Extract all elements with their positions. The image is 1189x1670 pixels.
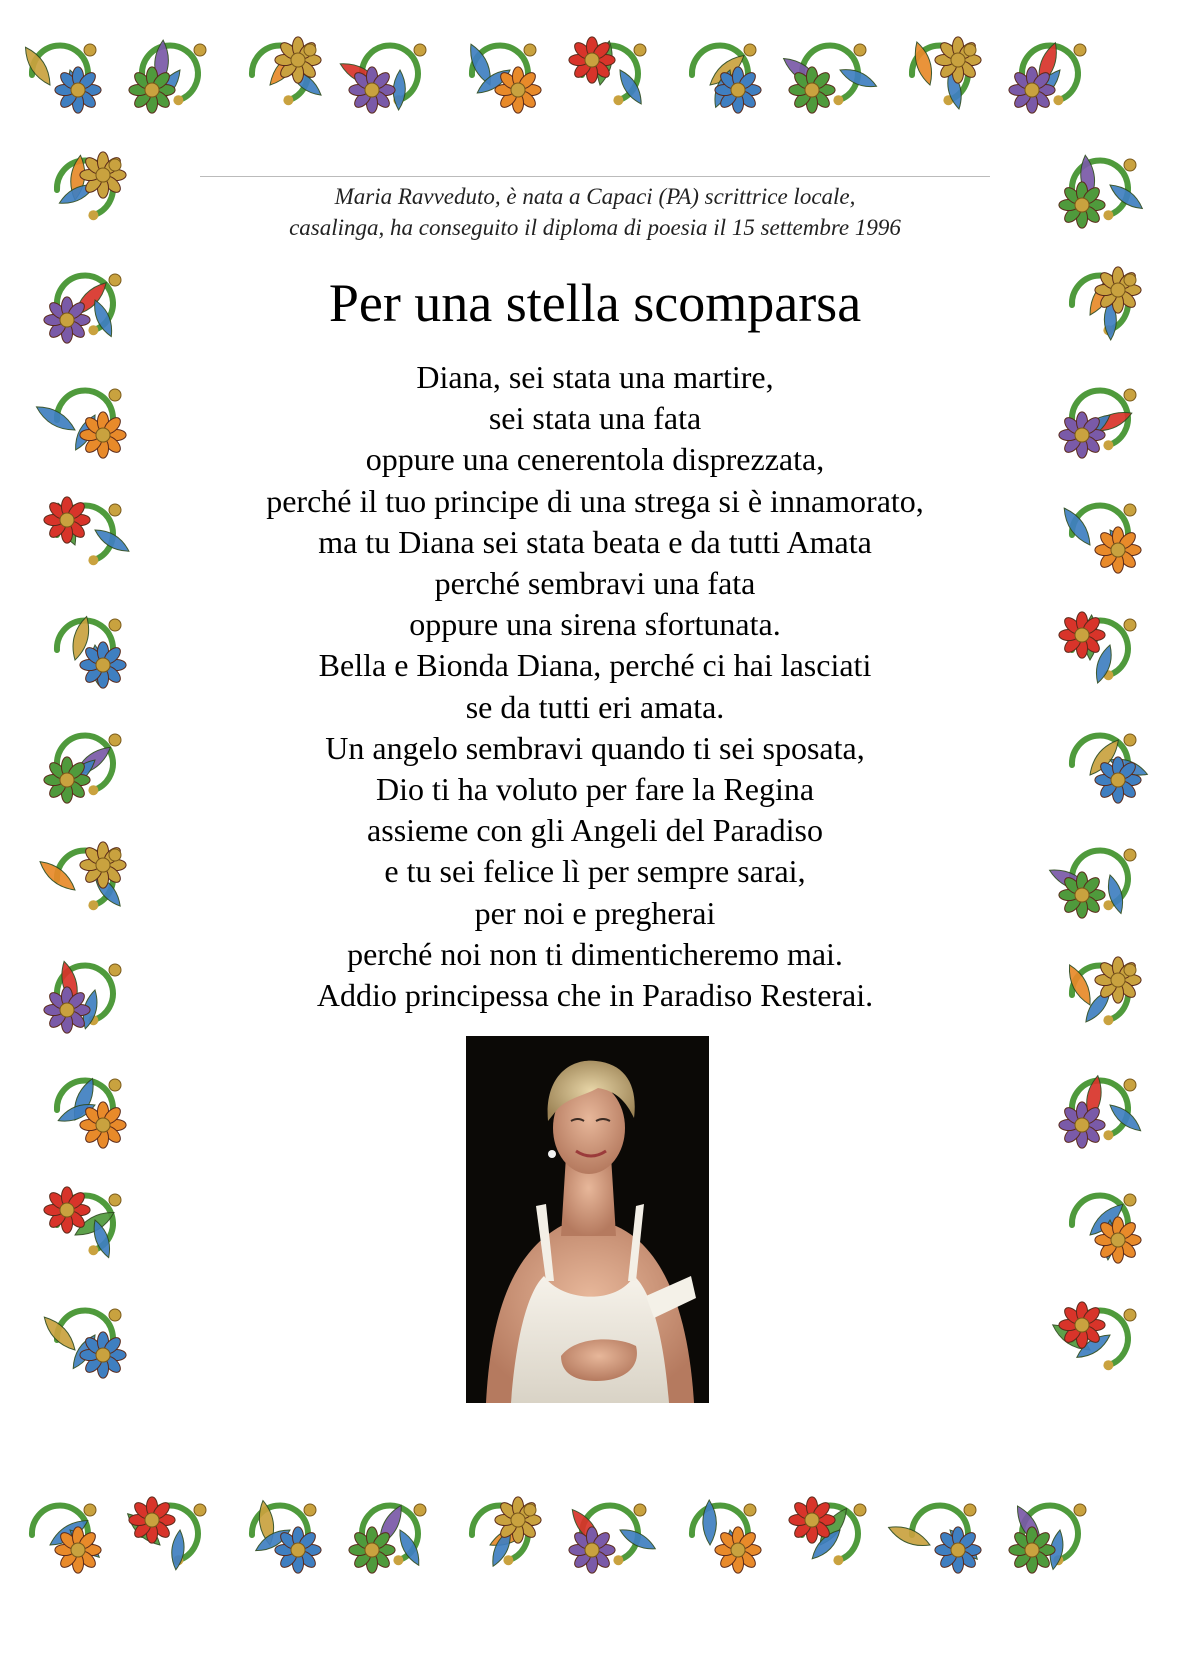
poem-line: Un angelo sembravi quando ti sei sposata, [325, 729, 865, 766]
poem-body [190, 357, 1000, 1016]
author-byline-line-2: casalinga, ha conseguito il diploma di poesia il 15 settembre 1996 [289, 215, 901, 240]
poem-line: assieme con gli Angeli del Paradiso [367, 812, 823, 849]
text-panel [190, 180, 1000, 1420]
author-byline-line-1: Maria Ravveduto, è nata a Capaci (PA) scrittrice locale, [334, 184, 856, 209]
portrait-photo [466, 1036, 709, 1403]
poem-line: perché sembravi una fata [434, 565, 756, 602]
poem-line: per noi e pregherai [474, 894, 716, 931]
poem-line: sei stata una fata [488, 400, 702, 437]
poem-line: perché il tuo principe di una strega si è innamorato, [266, 482, 924, 519]
poem-line: se da tutti eri amata. [465, 688, 725, 725]
poem-line: oppure una cenerentola disprezzata, [365, 441, 825, 478]
poem-line: perché noi non ti dimenticheremo mai. [347, 935, 843, 972]
poem-line: Dio ti ha voluto per fare la Regina [375, 771, 815, 808]
poem-line: Addio principessa che in Paradiso Resterai. [316, 977, 874, 1014]
poem-line: ma tu Diana sei stata beata e da tutti Amata [318, 523, 872, 560]
poem-line: e tu sei felice lì per sempre sarai, [384, 853, 806, 890]
poem-title: Per una stella scomparsa [328, 273, 862, 333]
poem-line: oppure una sirena sfortunata. [409, 606, 781, 643]
divider [200, 176, 990, 177]
poem-line: Bella e Bionda Diana, perché ci hai lasciati [318, 647, 872, 684]
poem-line: Diana, sei stata una martire, [416, 359, 774, 395]
